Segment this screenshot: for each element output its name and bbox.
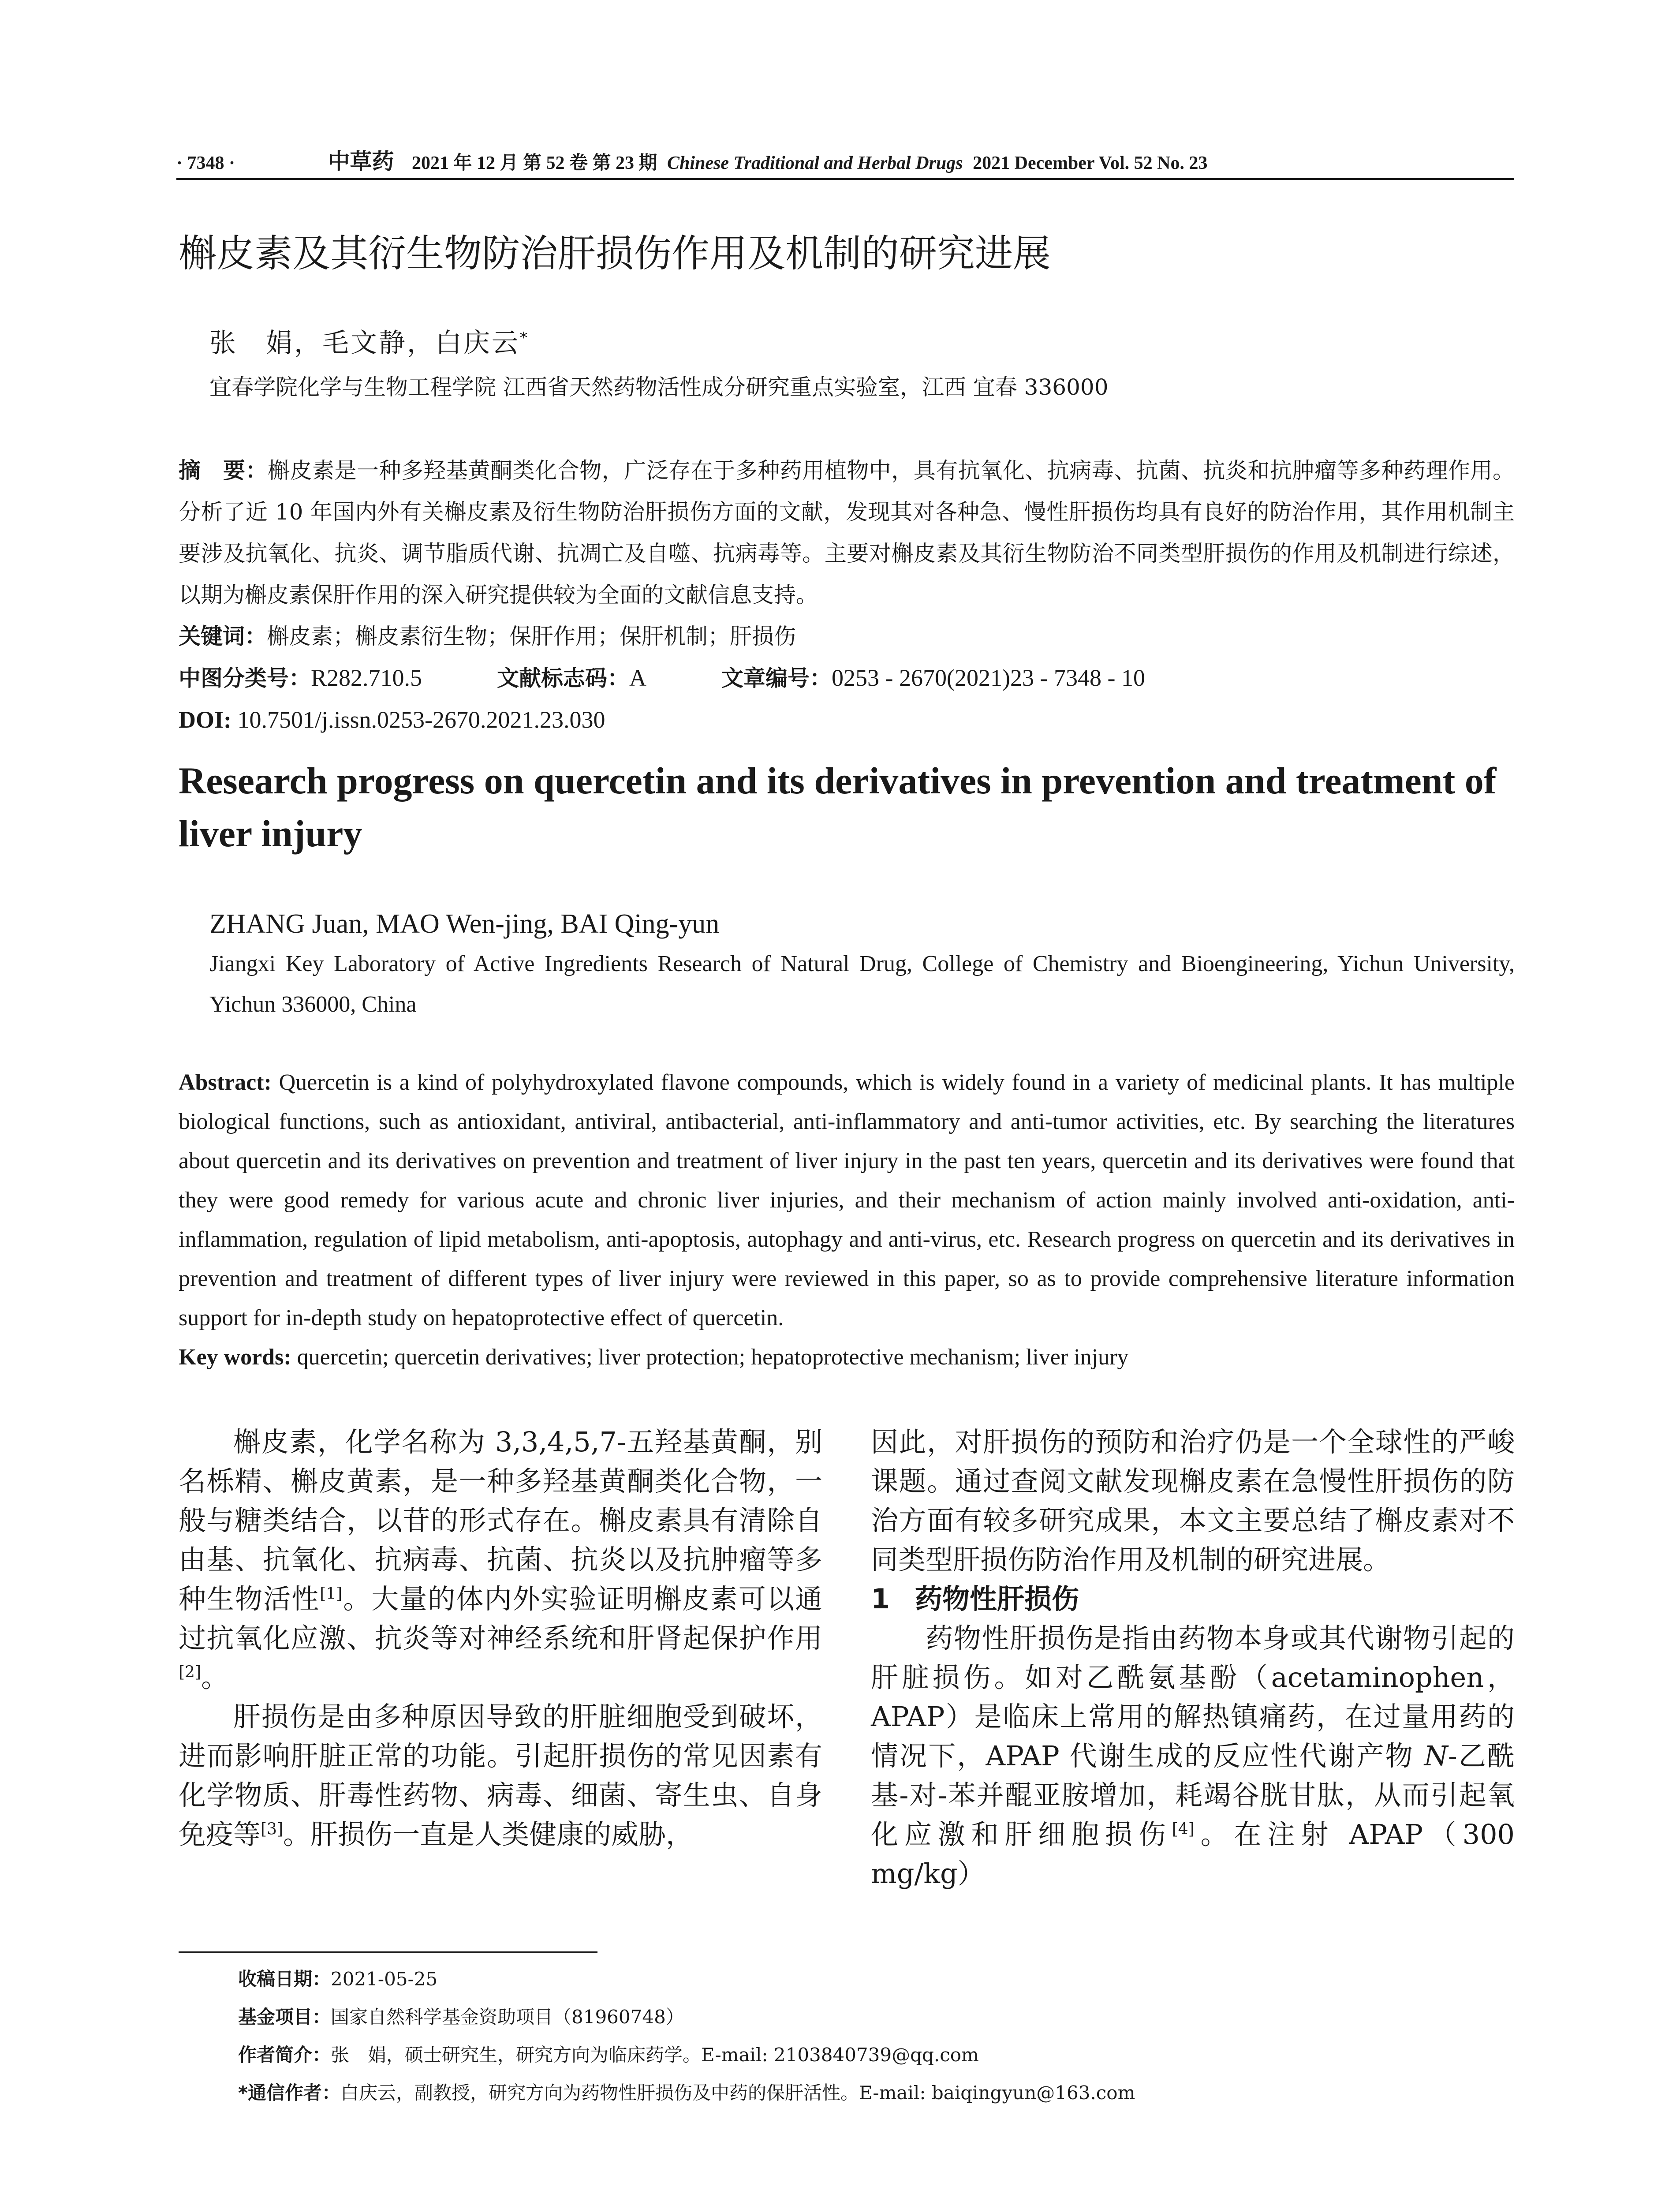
clc-label: 中图分类号： [179, 665, 311, 691]
citation-ref[interactable]: [4] [1172, 1820, 1195, 1839]
abstract-en-label: Abstract: [179, 1070, 272, 1095]
footnote-text: 张 娟，硕士研究生，研究方向为临床药学。E-mail: 2103840739@qq.com [331, 2044, 979, 2066]
authors-cn-names: 张 娟，毛文静，白庆云 [209, 328, 520, 359]
footnote-label: 作者简介： [238, 2044, 331, 2066]
doc-code-label: 文献标志码： [497, 665, 630, 691]
journal-name-cn: 中草药 [328, 149, 394, 174]
title-cn: 槲皮素及其衍生物防治肝损伤作用及机制的研究进展 [179, 232, 1051, 276]
keywords-en [179, 1338, 1515, 1377]
doi-value[interactable]: 10.7501/j.issn.0253-2670.2021.23.030 [237, 706, 605, 733]
issue-en: 2021 December Vol. 52 No. 23 [973, 153, 1208, 173]
corresponding-mark: * [520, 329, 529, 347]
title-en: Research progress on quercetin and its derivatives in prevention and treatment of liver injury [179, 759, 1497, 855]
abstract-cn [179, 450, 1515, 616]
affiliation-cn: 宜春学院化学与生物工程学院 江西省天然药物活性成分研究重点实验室，江西 宜春 336000 [209, 374, 1109, 400]
authors-cn [209, 322, 529, 360]
body-text: 。大量的体内外实验证明槲皮素可以通过抗氧化应激、抗炎等对神经系统和肝肾起保护作用 [179, 1583, 822, 1654]
footnotes [238, 1960, 1517, 2112]
footnote-label: 基金项目： [238, 2006, 331, 2028]
footnote-corresponding [238, 2074, 1517, 2112]
clc-value: R282.710.5 [311, 665, 422, 691]
body-text: 。在注射 APAP（300 mg/kg） [871, 1818, 1515, 1890]
keywords-cn-label: 关键词： [179, 624, 267, 649]
article-no-label: 文章编号： [721, 665, 832, 691]
body-text: 肝损伤是由多种原因导致的肝脏细胞受到破坏，进而影响肝脏正常的功能。引起肝损伤的常见因素有化学物质、肝毒性药物、病毒、细菌、寄生虫、自身免疫等 [179, 1700, 822, 1850]
footnote-text: 白庆云，副教授，研究方向为药物性肝损伤及中药的保肝活性。E-mail: baiqingyun@163.com [340, 2082, 1135, 2104]
affiliation-en: Jiangxi Key Laboratory of Active Ingredients Research of Natural Drug, College of Chemistry and Bioengineering, Yichun University, Yichun 336000, China [209, 951, 1515, 1017]
footnote-rule [179, 1951, 597, 1953]
keywords-en-label: Key words: [179, 1345, 291, 1370]
body-column-left [179, 1422, 822, 1854]
body-column-right [871, 1422, 1515, 1893]
body-text: 。 [201, 1661, 229, 1693]
citation-ref[interactable]: [3] [261, 1820, 284, 1839]
footnote-label: 收稿日期： [238, 1968, 331, 1990]
classification-line [179, 657, 1515, 699]
citation-ref[interactable]: [2] [179, 1663, 201, 1682]
footnote-label: *通信作者： [238, 2082, 340, 2104]
body-text: -乙酰基-对-苯并醌亚胺增加，耗竭谷胱甘肽，从而引起氧化应激和肝细胞损伤 [871, 1740, 1515, 1850]
footnote-received [238, 1960, 1517, 1998]
abstract-en-text: Quercetin is a kind of polyhydroxylated flavone compounds, which is widely found in a variety of medicinal plants. It has multiple biological functions, such as antioxidant, antiviral, antibacterial, anti-inflammatory and anti-tumor activities, etc. By searching the literatures about quercetin and its derivatives on prevention and treatment of liver injury in the past ten years, quercetin and its derivatives were found that they were good remedy for various acute and chronic liver injuries, and their mechanism of action mainly involved anti-oxidation, anti-inflammation, regulation of lipid metabolism, anti-apoptosis, autophagy and anti-virus, etc. Research progress on quercetin and its derivatives in prevention and treatment of different types of liver injury were reviewed in this paper, so as to provide comprehensive literature information support for in-depth study on hepatoprotective effect of quercetin. [179, 1070, 1515, 1330]
keywords-en-text: quercetin; quercetin derivatives; liver protection; hepatoprotective mechanism; liver injury [297, 1345, 1129, 1370]
keywords-cn-text: 槲皮素；槲皮素衍生物；保肝作用；保肝机制；肝损伤 [267, 624, 796, 649]
footnote-text: 国家自然科学基金资助项目（81960748） [331, 2006, 684, 2028]
doc-code-value: A [629, 665, 647, 691]
article-no-value: 0253 - 2670(2021)23 - 7348 - 10 [832, 665, 1145, 691]
body-text: 槲皮素，化学名称为 3,3,4,5,7-五羟基黄酮，别名栎精、槲皮黄素，是一种多羟基黄酮类化合物，一般与糖类结合，以苷的形式存在。槲皮素具有清除自由基、抗氧化、抗病毒、抗菌、抗炎以及抗肿瘤等多种生物活性 [179, 1426, 822, 1615]
journal-name-en: Chinese Traditional and Herbal Drugs [667, 153, 963, 173]
body-paragraph: 因此，对肝损伤的预防和治疗仍是一个全球性的严峻课题。通过查阅文献发现槲皮素在急慢性肝损伤的防治方面有较多研究成果，本文主要总结了槲皮素对不同类型肝损伤防治作用及机制的研究进展。 [871, 1426, 1515, 1576]
section-title: 药物性肝损伤 [915, 1583, 1079, 1615]
keywords-cn [179, 616, 1515, 657]
abstract-cn-text: 槲皮素是一种多羟基黄酮类化合物，广泛存在于多种药用植物中，具有抗氧化、抗病毒、抗菌、抗炎和抗肿瘤等多种药理作用。分析了近 10 年国内外有关槲皮素及衍生物防治肝损伤方面的文献，发现其对各种急、慢性肝损伤均具有良好的防治作用，其作用机制主要涉及抗氧化、抗炎、调节脂质代谢、抗凋亡及自噬、抗病毒等。主要对槲皮素及其衍生物防治不同类型肝损伤的作用及机制进行综述，以期为槲皮素保肝作用的深入研究提供较为全面的文献信息支持。 [179, 458, 1515, 608]
body-paragraph [179, 1422, 822, 1697]
footnote-fund [238, 1998, 1517, 2036]
running-header [176, 144, 1514, 179]
en-abstract-block [179, 1063, 1515, 1377]
citation-ref[interactable]: [1] [320, 1585, 343, 1603]
abstract-en [179, 1063, 1515, 1338]
doi-line [179, 699, 1515, 740]
body-paragraph [871, 1618, 1515, 1893]
abstract-cn-label: 摘 要： [179, 458, 268, 483]
authors-en: ZHANG Juan, MAO Wen-jing, BAI Qing-yun [209, 909, 720, 939]
footnote-author [238, 2036, 1517, 2074]
body-text: 。肝损伤一直是人类健康的威胁， [283, 1818, 694, 1850]
section-number: 1 [871, 1583, 890, 1615]
doi-label: DOI: [179, 706, 231, 733]
cn-abstract-block [179, 450, 1515, 740]
issue-cn: 2021 年 12 月 第 52 卷 第 23 期 [412, 153, 657, 173]
section-heading [871, 1579, 1515, 1618]
header-rule [176, 178, 1514, 180]
page-number: · 7348 · [176, 153, 235, 173]
body-text: 药物性肝损伤是指由药物本身或其代谢物引起的肝脏损伤。如对乙酰氨基酚（acetaminophen，APAP）是临床上常用的解热镇痛药，在过量用药的情况下，APAP 代谢生成的反应性代谢产物 [871, 1622, 1515, 1772]
footnote-text: 2021-05-25 [331, 1968, 438, 1990]
body-text-italic: N [1424, 1740, 1448, 1772]
body-paragraph [179, 1697, 822, 1854]
